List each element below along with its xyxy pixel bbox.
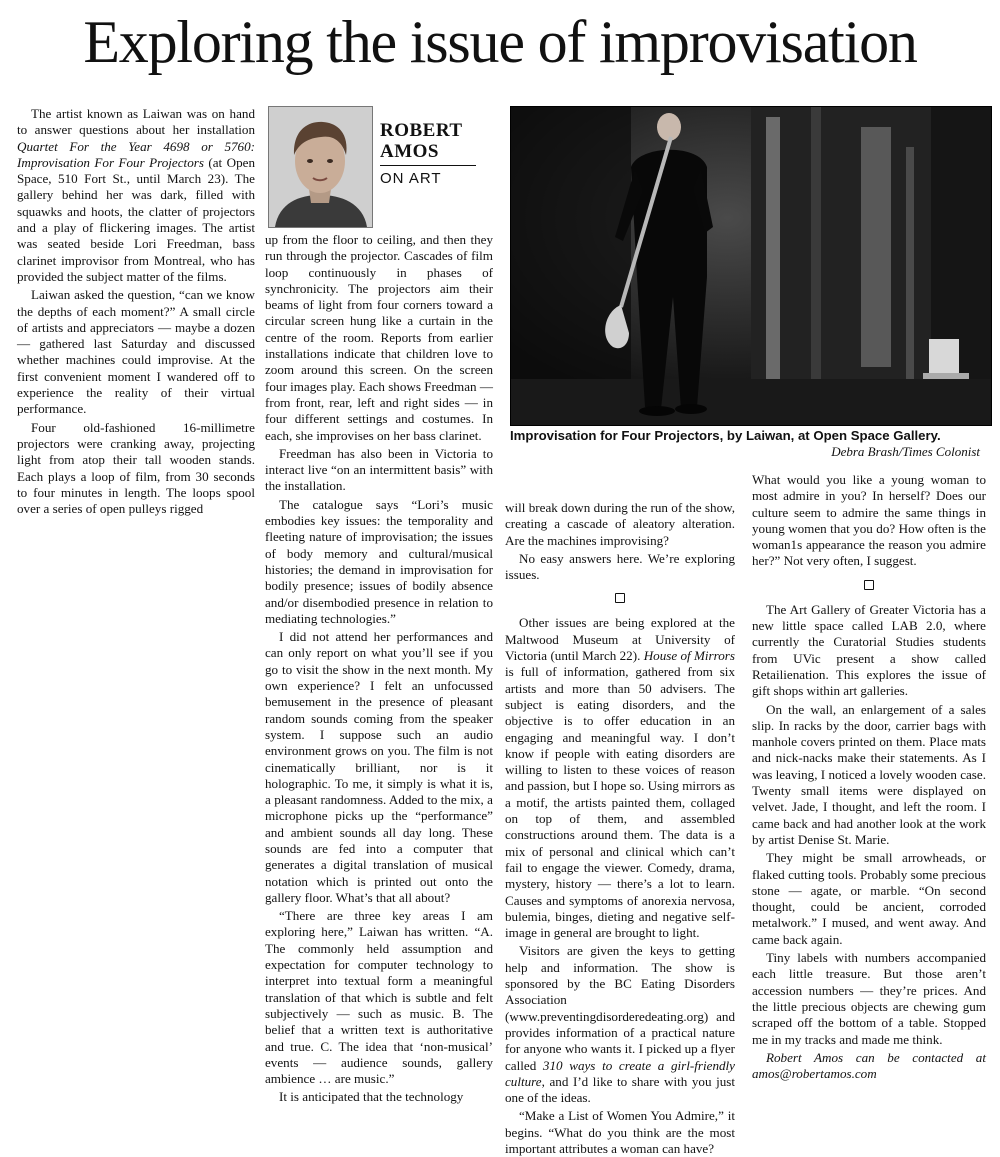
byline-rule: [380, 165, 476, 166]
installation-title: Quartet For the Year 4698 or 5760: Improvisation For Four Projectors: [17, 138, 255, 170]
paragraph: What would you like a young woman to most admire in you? In herself? Does our culture seem to admire the same things in young women that you do? How often is the woman1s appearance the reason you admire her?” Not very often, I suggest.: [752, 472, 986, 569]
article-column-4: [752, 472, 986, 1082]
paragraph: Other issues are being explored at the Maltwood Museum at University of Victoria (until March 22). House of Mirrors is full of information, gathered from six artists and more than 50 advisers. The subject is eating disorders, and the objective is to offer education in an engaging and meaningful way. I don’t know if people with eating disorders are willing to listen to these voices of reason and passion, but I hope so. Using mirrors as a motif, the artists painted them, collaged on top of them, and assembled constructions around them. The data is a mix of personal and clinical which can’t fail to engage the viewer. Comedy, drama, mystery, history — there’s a lot to learn. Causes and symptoms of anorexia nervosa, bulemia, binges, dieting and negative self-image in general are brought to light.: [505, 615, 735, 941]
section-separator-icon: [864, 580, 874, 590]
column-section: ON ART: [380, 170, 442, 187]
paragraph: No easy answers here. We’re exploring issues.: [505, 550, 735, 583]
flyer-title: 310 ways to create a girl-friendly culture: [505, 1057, 735, 1089]
paragraph: Tiny labels with numbers accompanied each little treasure. But those aren’t accession numbers — they’re prices. And the little precious objects are chewing gum scraped off the bottom of a table. Stopped me in my tracks and made me think.: [752, 950, 986, 1047]
paragraph: up from the floor to ceiling, and then they run through the projector. Cascades of film loop continuously in phases of synchronicity. The projectors aim their beams of light from four corners toward a circular screen hung like a curtain in the centre of the room. Reports from earlier installations indicate that children love to zoom around this screen. On the screen four images play. Each shows Freedman — from front, rear, left and right sides — in four different settings and costumes. In each, she improvises on her bass clarinet.: [265, 232, 493, 443]
article-column-1: [17, 106, 255, 517]
author-portrait-icon: [269, 107, 372, 227]
paragraph: Laiwan asked the question, “can we know the depths of each moment?” A small circle of artists and appreciators — maybe a dozen — gathered last Saturday and discussed whether machines could improvise. At the first convenient moment I wandered off to experience the reality of their virtual performance.: [17, 287, 255, 417]
paragraph: It is anticipated that the technology: [279, 1089, 464, 1105]
paragraph: “Make a List of Women You Admire,” it begins. “What do you think are the most important attributes a woman can have?: [505, 1108, 735, 1156]
paragraph: will break down during the run of the show, creating a cascade of aleatory alteration. Are the machines improvising?: [505, 500, 735, 548]
paragraph: The Art Gallery of Greater Victoria has a new little space called LAB 2.0, where currently the Curatorial Studies students from UVic present a show called Retailienation. This explores the issue of gift shops within art galleries.: [752, 601, 986, 699]
author-signoff: Robert Amos can be contacted at amos@robertamos.com: [752, 1049, 986, 1082]
headline: Exploring the issue of improvisation: [83, 9, 917, 75]
article-column-2: [265, 232, 493, 1106]
photo-credit: Debra Brash/Times Colonist: [831, 444, 980, 459]
paragraph: They might be small arrowheads, or flaked cutting tools. Probably some precious stone — agate, or marble. “On second thought, could be ancient, corroded metalwork.” I mused, and went away. And came back again.: [752, 850, 986, 947]
paragraph: On the wall, an enlargement of a sales slip. In racks by the door, carrier bags with manhole covers printed on them. Place mats and nick-nacks make their statements. As I was leaving, I noticed a lovely wooden case. Twenty small items were displayed on velvet. Jade, I thought, and left the room. I came back and had another look at the work by artist Denise St. Marie.: [752, 701, 986, 847]
clarinetist-photo-icon: [511, 107, 991, 425]
article-column-3: [505, 500, 735, 1157]
paragraph: Freedman has also been in Victoria to interact live “on an intermittent basis” with the installation.: [265, 445, 493, 494]
paragraph: I did not attend her performances and can only report on what you’ll see if you go to visit the show in the next month. My own experience? I felt an unfocussed bemusement in the presence of pleasant random sounds coming from the speaker system. I suppose such an audio environment grows on you. The film is not cinematically brilliant, nor is it holographic. To me, it simply is what it is, a pleasant randomness. Added to the mix, a microphone picks up the “performance” and ambient sounds all day long. These sounds are fed into a computer that generates a digital translation of musical notation which is printed out onto the gallery floor. What’s that all about?: [265, 629, 493, 905]
paragraph: The artist known as Laiwan was on hand to answer questions about her installation Quartet For the Year 4698 or 5760: Improvisation For Four Projectors (at Open Space, 510 Fort St., until March 23). The gallery behind her was dark, filled with squawks and hoots, the clatter of projectors and a play of flickering images. The artist was seated beside Lori Freedman, bass clarinet improvisor from Montreal, who has provided the subject matter of the films.: [17, 106, 255, 284]
author-name-line-1: ROBERT: [380, 120, 463, 141]
exhibit-title: House of Mirrors: [643, 648, 735, 664]
photo-caption: Improvisation for Four Projectors, by Laiwan, at Open Space Gallery.: [510, 428, 941, 443]
byline: [380, 120, 500, 188]
paragraph: The catalogue says “Lori’s music embodies key issues: the temporality and fleeting nature of improvisation; the issues of body memory and cultural/musical histories; the demand in improvisation for bodily presence; issues of bodily absence and/or disembodied presence in relation to mediating technologies.”: [265, 496, 493, 626]
paragraph: Visitors are given the keys to getting help and information. The show is sponsored by the BC Eating Disorders Association (www.preventingdisorderedeating.org) and provides information of a practical nature for anyone who wants it. I picked up a flyer called 310 ways to create a girl-friendly culture, and I’d like to share with you just one of the ideas.: [505, 943, 735, 1106]
section-separator-icon: [615, 593, 625, 603]
feature-photo: [510, 106, 992, 426]
paragraph: Four old-fashioned 16-millimetre projectors were cranking away, projecting light from atop their tall wooden stands. Each plays a loop of film, from 30 seconds to four minutes in length. The loops spool over a series of open pulleys rigged: [17, 419, 255, 517]
author-name-line-2: AMOS: [380, 141, 439, 162]
paragraph: “There are three key areas I am exploring here,” Laiwan has written. “A. The commonly held assumption and expectation for computer technology to interpret into textual form a meaningful translation of that which is subtle and felt subjectively — such as music. B. The belief that a written text is authoritative and true. C. The idea that ‘non-musical’ events — audience sounds, gallery ambience … are music.”: [265, 908, 493, 1087]
author-photo: [268, 106, 373, 228]
